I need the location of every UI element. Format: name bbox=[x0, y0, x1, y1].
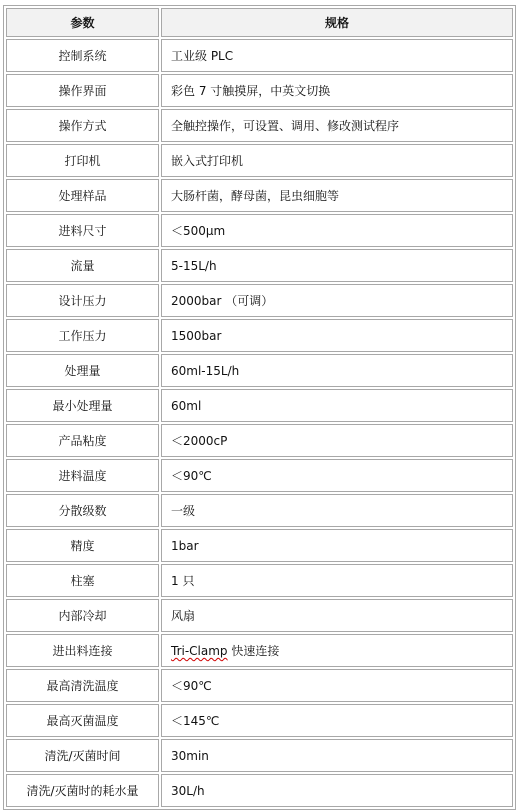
param-cell: 进料尺寸 bbox=[6, 214, 159, 247]
spec-cell: 工业级 PLC bbox=[161, 39, 513, 72]
spec-cell: ＜90℃ bbox=[161, 459, 513, 492]
param-cell: 清洗/灭菌时的耗水量 bbox=[6, 774, 159, 807]
tri-clamp-text: Tri-Clamp bbox=[171, 644, 228, 658]
table-row bbox=[6, 354, 513, 387]
table-row bbox=[6, 284, 513, 317]
table-row bbox=[6, 109, 513, 142]
table-row bbox=[6, 634, 513, 667]
spec-cell: 彩色 7 寸触摸屏，中英文切换 bbox=[161, 74, 513, 107]
table-row bbox=[6, 564, 513, 597]
table-row bbox=[6, 739, 513, 772]
spec-cell: 1 只 bbox=[161, 564, 513, 597]
param-cell: 产品粘度 bbox=[6, 424, 159, 457]
table-row bbox=[6, 319, 513, 352]
table-row bbox=[6, 249, 513, 282]
param-cell: 清洗/灭菌时间 bbox=[6, 739, 159, 772]
param-cell: 内部冷却 bbox=[6, 599, 159, 632]
param-cell: 流量 bbox=[6, 249, 159, 282]
param-cell: 操作方式 bbox=[6, 109, 159, 142]
table-row bbox=[6, 669, 513, 702]
spec-cell: 风扇 bbox=[161, 599, 513, 632]
header-spec: 规格 bbox=[161, 8, 513, 37]
spec-cell: ＜145℃ bbox=[161, 704, 513, 737]
param-cell: 设计压力 bbox=[6, 284, 159, 317]
spec-cell: 全触控操作，可设置、调用、修改测试程序 bbox=[161, 109, 513, 142]
spec-table bbox=[3, 5, 516, 810]
table-row bbox=[6, 179, 513, 212]
spec-cell: 2000bar （可调） bbox=[161, 284, 513, 317]
table-row bbox=[6, 389, 513, 422]
table-row bbox=[6, 39, 513, 72]
table-row bbox=[6, 214, 513, 247]
param-cell: 最高清洗温度 bbox=[6, 669, 159, 702]
spec-cell: ＜2000cP bbox=[161, 424, 513, 457]
spec-cell: 5-15L/h bbox=[161, 249, 513, 282]
param-cell: 工作压力 bbox=[6, 319, 159, 352]
param-cell: 最高灭菌温度 bbox=[6, 704, 159, 737]
spec-cell: 一级 bbox=[161, 494, 513, 527]
spec-text: 快速连接 bbox=[227, 644, 280, 658]
param-cell: 打印机 bbox=[6, 144, 159, 177]
param-cell: 精度 bbox=[6, 529, 159, 562]
param-cell: 控制系统 bbox=[6, 39, 159, 72]
spec-cell: 30L/h bbox=[161, 774, 513, 807]
param-cell: 进出料连接 bbox=[6, 634, 159, 667]
spec-cell: 60ml-15L/h bbox=[161, 354, 513, 387]
param-cell: 分散级数 bbox=[6, 494, 159, 527]
spec-cell: ＜500μm bbox=[161, 214, 513, 247]
table-row bbox=[6, 494, 513, 527]
param-cell: 柱塞 bbox=[6, 564, 159, 597]
table-row bbox=[6, 704, 513, 737]
param-cell: 最小处理量 bbox=[6, 389, 159, 422]
table-header-row bbox=[6, 8, 513, 37]
header-param: 参数 bbox=[6, 8, 159, 37]
spec-cell bbox=[161, 634, 513, 667]
table-row bbox=[6, 144, 513, 177]
table-row bbox=[6, 74, 513, 107]
spec-cell: 30min bbox=[161, 739, 513, 772]
spec-cell: ＜90℃ bbox=[161, 669, 513, 702]
table-row bbox=[6, 459, 513, 492]
param-cell: 进料温度 bbox=[6, 459, 159, 492]
table-row bbox=[6, 599, 513, 632]
spec-cell: 大肠杆菌，酵母菌，昆虫细胞等 bbox=[161, 179, 513, 212]
spec-cell: 嵌入式打印机 bbox=[161, 144, 513, 177]
param-cell: 处理样品 bbox=[6, 179, 159, 212]
spec-cell: 1500bar bbox=[161, 319, 513, 352]
param-cell: 操作界面 bbox=[6, 74, 159, 107]
table-row bbox=[6, 529, 513, 562]
spec-cell: 1bar bbox=[161, 529, 513, 562]
param-cell: 处理量 bbox=[6, 354, 159, 387]
table-row bbox=[6, 774, 513, 807]
spec-cell: 60ml bbox=[161, 389, 513, 422]
table-row bbox=[6, 424, 513, 457]
